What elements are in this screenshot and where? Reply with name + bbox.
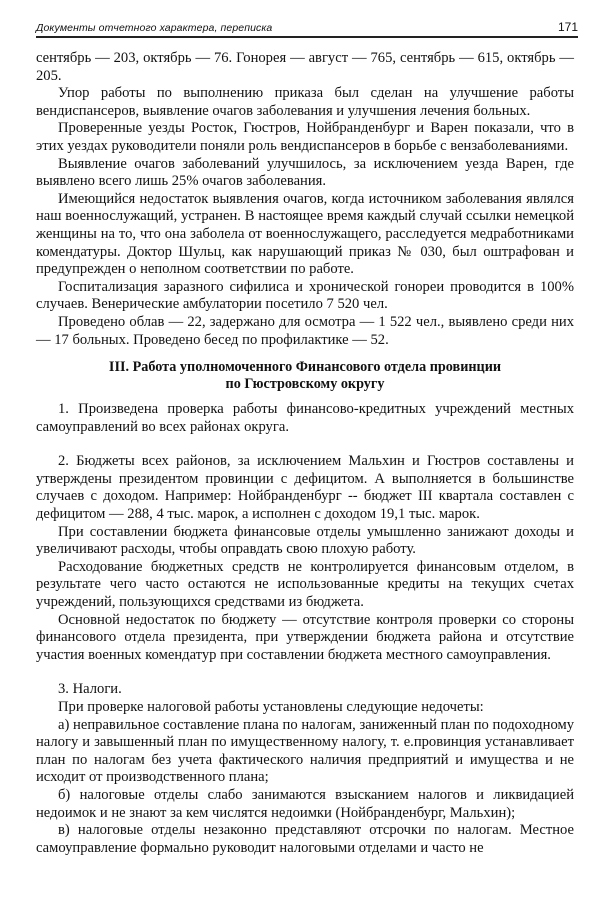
- item-1: 1. Произведена проверка работы финансово-кредитных учреждений местных самоуправлений во всех районах округа.: [36, 401, 574, 435]
- paragraph: При составлении бюджета финансовые отделы умышленно занижают доходы и увеличивают расходы, чтобы оправдать свою плохую работу.: [36, 523, 574, 558]
- paragraph: Выявление очагов заболеваний улучшилось, за исключением уезда Варен, где выявлено всего лишь 25% очагов заболевания.: [36, 155, 574, 190]
- paragraph: сентябрь — 203, октябрь — 76. Гонорея — август — 765, сентябрь — 615, октябрь — 205.: [36, 50, 574, 84]
- page-body: [36, 50, 574, 857]
- list-item: в) налоговые отделы незаконно представляют отсрочки по налогам. Местное самоуправление формально руководит налоговыми отделами и часто не: [36, 822, 574, 856]
- running-title: Документы отчетного характера, переписка: [36, 22, 273, 34]
- paragraph: Основной недостаток по бюджету — отсутствие контроля проверки со стороны финансового отдела президента, при утверждении бюджета района и отсутствие участия военных комендатур при составлении бюджета местного самоуправления.: [36, 611, 574, 663]
- paragraph: Упор работы по выполнению приказа был сделан на улучшение работы вендиспансеров, выявление очагов заболевания и улучшения лечения больных.: [36, 85, 574, 119]
- paragraph: Расходование бюджетных средств не контролируется финансовым отделом, в результате чего часто остаются не использованные кредиты на текущих счетах учреждений, пользующихся средствами из бюджета.: [36, 558, 574, 611]
- list-item: а) неправильное составление плана по налогам, заниженный план по подоходному налогу и завышенный план по имущественному налогу, т. е.провинция устанавливает план по налогам без учета фактического наличия предприятий и имущества и не исходит от производственного плана;: [36, 716, 574, 786]
- section-heading-line1: III. Работа уполномоченного Финансового отдела провинции: [108, 359, 502, 376]
- running-header: [36, 20, 578, 38]
- list-item: б) налоговые отделы слабо занимаются взысканием налогов и ликвидацией недоимок и не знают за кем числятся недоимки (Нойбранденбург, Мальхин);: [36, 786, 574, 821]
- paragraph: Имеющийся недостаток выявления очагов, когда источником заболевания являлся наш военнослужащий, устранен. В настоящее время каждый случай ссылки немецкой женщины на то, что она заболела от военнослужащего, расследуется медработниками комендатуры. Доктор Шульц, как нарушающий приказ № 030, был оштрафован и предупрежден о неполном соответствии по работе.: [36, 190, 574, 278]
- paragraph: При проверке налоговой работы установлены следующие недочеты:: [58, 699, 484, 715]
- item-2: 2. Бюджеты всех районов, за исключением Мальхин и Гюстров составлены и утверждены президентом провинции с дефицитом. А выполняется в большинстве случаев с доходом. Например: Нойбранденбург -- бюджет III квартала составлен с дефицитом — 288, 4 тыс. марок, а исполнен с доходом 19,1 тыс. марок.: [36, 453, 574, 523]
- paragraph: Госпитализация заразного сифилиса и хронической гонореи проводится в 100% случаев. Венерические амбулатории посетило 7 520 чел.: [36, 278, 574, 313]
- section-heading: [36, 359, 574, 393]
- paragraph: Проведено облав — 22, задержано для осмотра — 1 522 чел., выявлено среди них — 17 больных. Проведено бесед по профилактике — 52.: [36, 313, 574, 348]
- page-number: 171: [557, 20, 578, 34]
- item-3-title: 3. Налоги.: [58, 681, 122, 698]
- section-heading-line2: по Гюстровскому округу: [225, 376, 385, 393]
- paragraph: Проверенные уезды Росток, Гюстров, Нойбранденбург и Варен показали, что в этих уездах руководители поняли роль вендиспансеров в борьбе с вензаболеваниями.: [36, 120, 574, 154]
